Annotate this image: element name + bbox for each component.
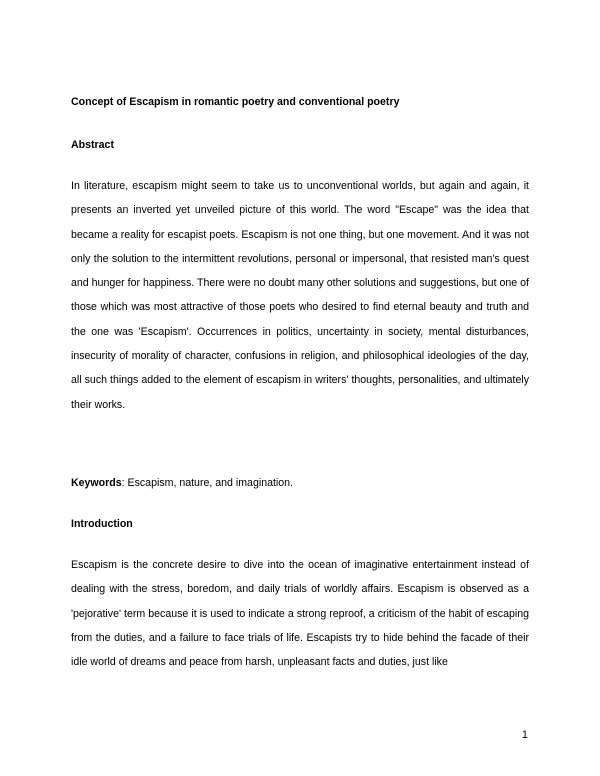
page-number: 1 — [522, 729, 528, 741]
introduction-paragraph: Escapism is the concrete desire to dive into the ocean of imaginative entertainment instead of dealing with the stress, boredom, and daily trials of worldly affairs. Escapism is observed as a 'pejorative' term because it is used to indicate a strong reproof, a criticism of the habit of escaping from the duties, and a failure to face trials of life. Escapists try to hide behind the facade of their idle world of dreams and peace from harsh, unpleasant facts and duties, just like — [71, 559, 529, 669]
abstract-heading: Abstract — [71, 139, 114, 151]
introduction-heading: Introduction — [71, 518, 133, 530]
keywords-label: Keywords — [71, 477, 122, 489]
paper-title: Concept of Escapism in romantic poetry and conventional poetry — [71, 96, 400, 108]
abstract-paragraph: In literature, escapism might seem to take us to unconventional worlds, but again and again, it presents an inverted yet unveiled picture of this world. The word "Escape" was the idea that became a reality for escapist poets. Escapism is not one thing, but one movement. And it was not only the solution to the intermittent revolutions, personal or impersonal, that resisted man's quest and hunger for happiness. There were no doubt many other solutions and suggestions, but one of those which was most attractive of those poets who desired to find eternal beauty and truth and the one was 'Escapism'. Occurrences in politics, uncertainty in society, mental disturbances, insecurity of morality of character, confusions in religion, and philosophical ideologies of the day, all such things added to the element of escapism in writers' thoughts, personalities, and ultimately their works. — [71, 180, 529, 411]
keywords-text: : Escapism, nature, and imagination. — [121, 477, 293, 489]
keywords-line — [71, 477, 293, 489]
